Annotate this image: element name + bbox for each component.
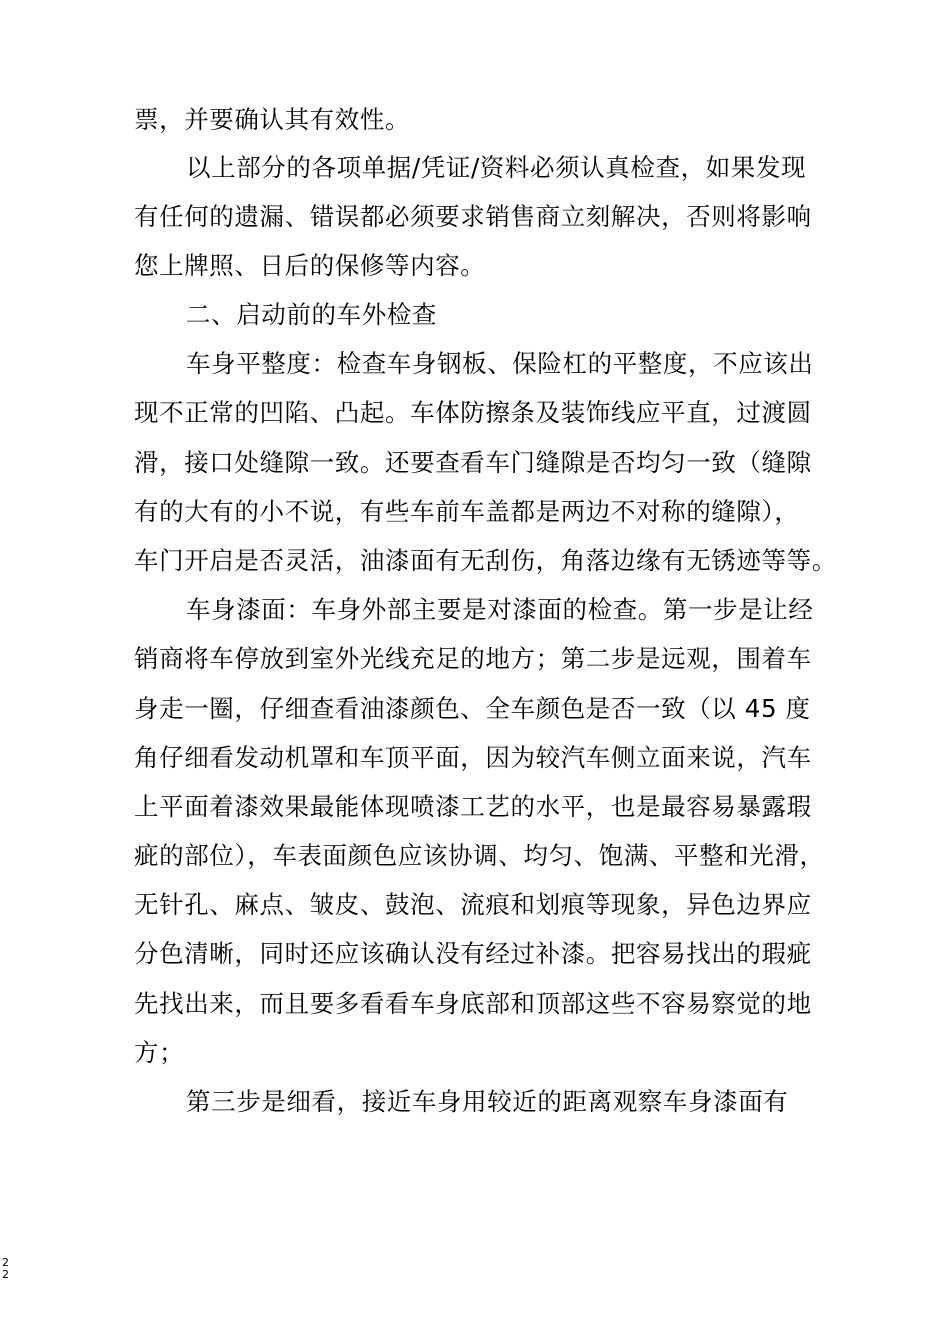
text-line: 角仔细看发动机罩和车顶平面，因为较汽车侧立面来说，汽车: [134, 743, 812, 772]
paragraph-first-line: 车身漆面：车身外部主要是对漆面的检查。第一步是让经: [186, 595, 814, 624]
text-line: 分色清晰，同时还应该确认没有经过补漆。把容易找出的瑕疵: [134, 939, 812, 968]
text-line: 车门开启是否灵活，油漆面有无刮伤，角落边缘有无锈迹等等。: [134, 546, 837, 575]
text-line: 有任何的遗漏、错误都必须要求销售商立刻解决，否则将影响: [134, 202, 812, 231]
text-line: 先找出来，而且要多看看车身底部和顶部这些不容易察觉的地: [134, 989, 812, 1018]
paragraph-first-line: 以上部分的各项单据/凭证/资料必须认真检查，如果发现: [186, 153, 807, 182]
section-heading: 二、启动前的车外检查: [186, 300, 437, 329]
text-line: 疵的部位），车表面颜色应该协调、均匀、饱满、平整和光滑，: [134, 841, 825, 870]
text-line: 您上牌照、日后的保修等内容。: [134, 251, 486, 280]
page-number-bottom: 2: [2, 1268, 9, 1281]
text-line: 销商将车停放到室外光线充足的地方；第二步是远观，围着车: [134, 644, 812, 673]
text-line: 现不正常的凹陷、凸起。车体防擦条及装饰线应平直，过渡圆: [134, 398, 812, 427]
text-line: 有的大有的小不说，有些车前车盖都是两边不对称的缝隙），: [134, 497, 800, 526]
paragraph-first-line: 车身平整度：检查车身钢板、保险杠的平整度，不应该出: [186, 349, 814, 378]
page-number-top: 2: [2, 1256, 9, 1269]
paragraph-first-line: 第三步是细看，接近车身用较近的距离观察车身漆面有: [186, 1087, 789, 1116]
text-line: 无针孔、麻点、皱皮、鼓泡、流痕和划痕等现象，异色边界应: [134, 890, 812, 919]
text-line: 身走一圈，仔细查看油漆颜色、全车颜色是否一致（以 45 度: [134, 694, 811, 723]
text-line: 方；: [134, 1038, 185, 1067]
text-line: 滑，接口处缝隙一致。还要查看车门缝隙是否均匀一致（缝隙: [134, 448, 812, 477]
text-line: 上平面着漆效果最能体现喷漆工艺的水平，也是最容易暴露瑕: [134, 792, 812, 821]
text-line: 票，并要确认其有效性。: [134, 105, 411, 134]
